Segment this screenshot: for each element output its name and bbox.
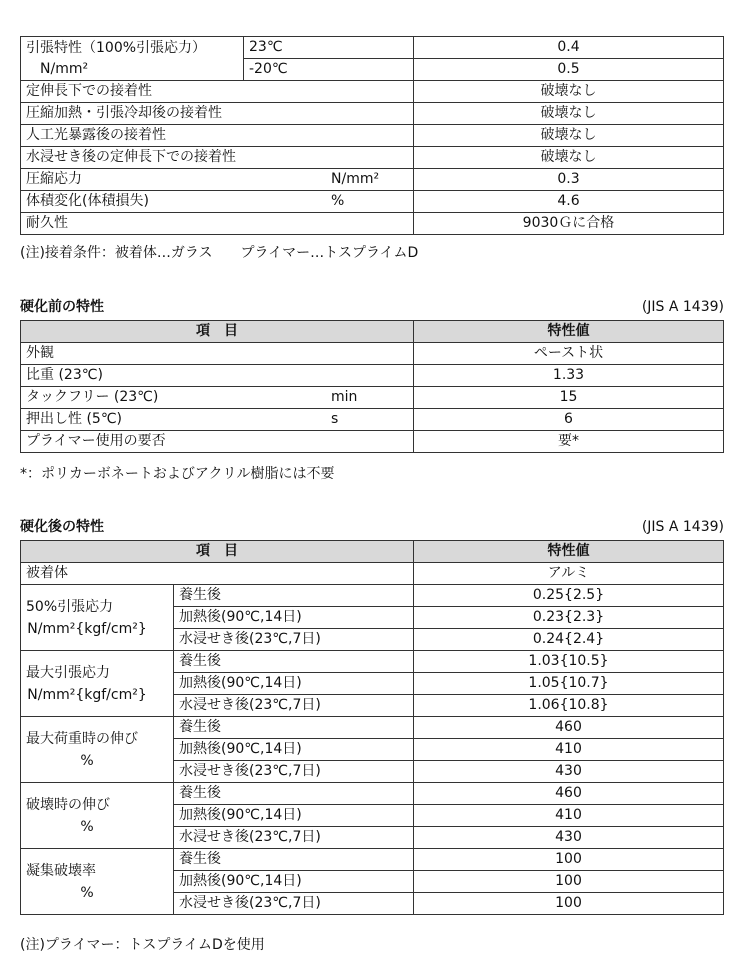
value-cell: 1.06{10.8}	[414, 695, 724, 717]
value-cell: 15	[414, 387, 724, 409]
section3-note: (注)プライマー：トスプライムDを使用	[20, 937, 265, 953]
condition-cell: 養生後	[174, 783, 414, 805]
temp-cell: -20℃	[244, 59, 414, 81]
value-cell: 0.24{2.4}	[414, 629, 724, 651]
row-label: 押出し性 (5℃)	[26, 411, 123, 427]
label-cell	[21, 103, 414, 125]
group-unit: %	[80, 884, 94, 901]
row-label: 耐久性	[26, 215, 68, 231]
table-before-cure	[20, 320, 724, 453]
section2-note: *：ポリカーボネートおよびアクリル樹脂には不要	[20, 466, 335, 482]
row-label: 圧縮加熱・引張冷却後の接着性	[26, 105, 222, 121]
condition-cell: 養生後	[174, 651, 414, 673]
group-unit: %	[80, 752, 94, 769]
label-cell	[21, 387, 414, 409]
label-cell	[21, 191, 414, 213]
row-label: 人工光暴露後の接着性	[26, 127, 166, 143]
table-row	[21, 125, 724, 147]
group-label: 凝集破壊率	[26, 862, 96, 879]
table1-note: (注)接着条件：被着体…ガラス プライマー…トスプライムD	[20, 245, 419, 261]
value-cell: 430	[414, 761, 724, 783]
label-cell	[21, 343, 414, 365]
table-general-properties	[20, 36, 724, 235]
table-row	[21, 365, 724, 387]
standard-label: (JIS A 1439)	[641, 299, 724, 315]
group-label: 50%引張応力	[26, 598, 114, 615]
standard-label: (JIS A 1439)	[641, 519, 724, 535]
table-row	[21, 563, 724, 585]
value-cell: 100	[414, 849, 724, 871]
group-label-cell	[21, 651, 174, 717]
row-unit: s	[331, 411, 339, 427]
value-cell: 430	[414, 827, 724, 849]
table-row	[21, 585, 724, 607]
table-row	[21, 213, 724, 235]
row-label: 定伸長下での接着性	[26, 83, 152, 99]
row-unit: min	[331, 389, 358, 405]
label-cell	[21, 431, 414, 453]
section-title-after-cure: 硬化後の特性	[20, 519, 104, 535]
table-row	[21, 783, 724, 805]
header-item: 項 目	[21, 541, 414, 563]
value-cell: 410	[414, 739, 724, 761]
value-cell: 460	[414, 717, 724, 739]
condition-cell: 養生後	[174, 849, 414, 871]
tensile-unit: N/mm²	[40, 60, 89, 77]
value-cell: 410	[414, 805, 724, 827]
row-label: プライマー使用の要否	[26, 433, 166, 449]
row-label: 圧縮応力	[26, 171, 82, 187]
row-label: 外観	[26, 345, 54, 361]
table-header	[21, 541, 724, 563]
table-row	[21, 343, 724, 365]
table-row	[21, 849, 724, 871]
condition-cell: 加熱後(90℃,14日)	[174, 673, 414, 695]
value-cell: 0.23{2.3}	[414, 607, 724, 629]
label-cell	[21, 213, 414, 235]
value-cell: 1.05{10.7}	[414, 673, 724, 695]
value-cell: 要*	[414, 431, 724, 453]
value-cell: 破壊なし	[414, 81, 724, 103]
condition-cell: 加熱後(90℃,14日)	[174, 739, 414, 761]
group-label-cell	[21, 717, 174, 783]
group-label: 最大引張応力	[26, 664, 110, 681]
value-cell: 4.6	[414, 191, 724, 213]
header-item: 項 目	[21, 321, 414, 343]
table-row	[21, 147, 724, 169]
group-label-cell	[21, 783, 174, 849]
table-row	[21, 431, 724, 453]
row-unit: %	[331, 193, 345, 209]
table-row	[21, 191, 724, 213]
value-cell: 100	[414, 871, 724, 893]
label-cell	[21, 125, 414, 147]
header-value: 特性値	[414, 321, 724, 343]
table-row	[21, 717, 724, 739]
group-label-cell	[21, 585, 174, 651]
value-cell: 破壊なし	[414, 147, 724, 169]
tensile-label-cell	[21, 37, 244, 81]
row-label: タックフリー (23℃)	[26, 389, 159, 405]
condition-cell: 養生後	[174, 585, 414, 607]
table-row	[21, 409, 724, 431]
table-row	[21, 81, 724, 103]
label-cell	[21, 169, 414, 191]
condition-cell: 水浸せき後(23℃,7日)	[174, 761, 414, 783]
group-label: 最大荷重時の伸び	[26, 730, 138, 747]
table-row	[21, 103, 724, 125]
table-row	[21, 387, 724, 409]
label-cell	[21, 147, 414, 169]
group-unit: %	[80, 818, 94, 835]
value-cell: 1.03{10.5}	[414, 651, 724, 673]
label-cell	[21, 409, 414, 431]
section-title-before-cure: 硬化前の特性	[20, 299, 104, 315]
group-label-cell	[21, 849, 174, 915]
condition-cell: 加熱後(90℃,14日)	[174, 805, 414, 827]
table-header	[21, 321, 724, 343]
table-row	[21, 651, 724, 673]
group-label: 破壊時の伸び	[26, 796, 110, 813]
condition-cell: 加熱後(90℃,14日)	[174, 871, 414, 893]
row-label: 比重 (23℃)	[26, 367, 103, 383]
value-cell: 100	[414, 893, 724, 915]
row-unit: N/mm²	[331, 171, 380, 187]
row-label: 体積変化(体積損失)	[26, 193, 149, 209]
label-cell	[21, 365, 414, 387]
condition-cell: 養生後	[174, 717, 414, 739]
value-cell: 0.3	[414, 169, 724, 191]
value-cell: 1.33	[414, 365, 724, 387]
condition-cell: 水浸せき後(23℃,7日)	[174, 893, 414, 915]
value-cell: 0.4	[414, 37, 724, 59]
value-cell: 9030Ｇに合格	[414, 213, 724, 235]
group-unit: N/mm²{kgf/cm²}	[27, 686, 147, 703]
table-row	[21, 37, 724, 59]
header-value: 特性値	[414, 541, 724, 563]
value-cell: ペースト状	[414, 343, 724, 365]
condition-cell: 水浸せき後(23℃,7日)	[174, 827, 414, 849]
table-row	[21, 169, 724, 191]
tensile-label: 引張特性（100%引張応力）	[26, 39, 207, 56]
group-unit: N/mm²{kgf/cm²}	[27, 620, 147, 637]
value-cell: 0.25{2.5}	[414, 585, 724, 607]
value-cell: 破壊なし	[414, 125, 724, 147]
value-cell: 6	[414, 409, 724, 431]
row-label: 水浸せき後の定伸長下での接着性	[26, 149, 236, 165]
condition-cell: 加熱後(90℃,14日)	[174, 607, 414, 629]
substrate-label: 被着体	[21, 563, 414, 585]
value-cell: 460	[414, 783, 724, 805]
label-cell	[21, 81, 414, 103]
temp-cell: 23℃	[244, 37, 414, 59]
condition-cell: 水浸せき後(23℃,7日)	[174, 695, 414, 717]
substrate-value: アルミ	[414, 563, 724, 585]
value-cell: 破壊なし	[414, 103, 724, 125]
value-cell: 0.5	[414, 59, 724, 81]
condition-cell: 水浸せき後(23℃,7日)	[174, 629, 414, 651]
table-after-cure	[20, 540, 724, 915]
